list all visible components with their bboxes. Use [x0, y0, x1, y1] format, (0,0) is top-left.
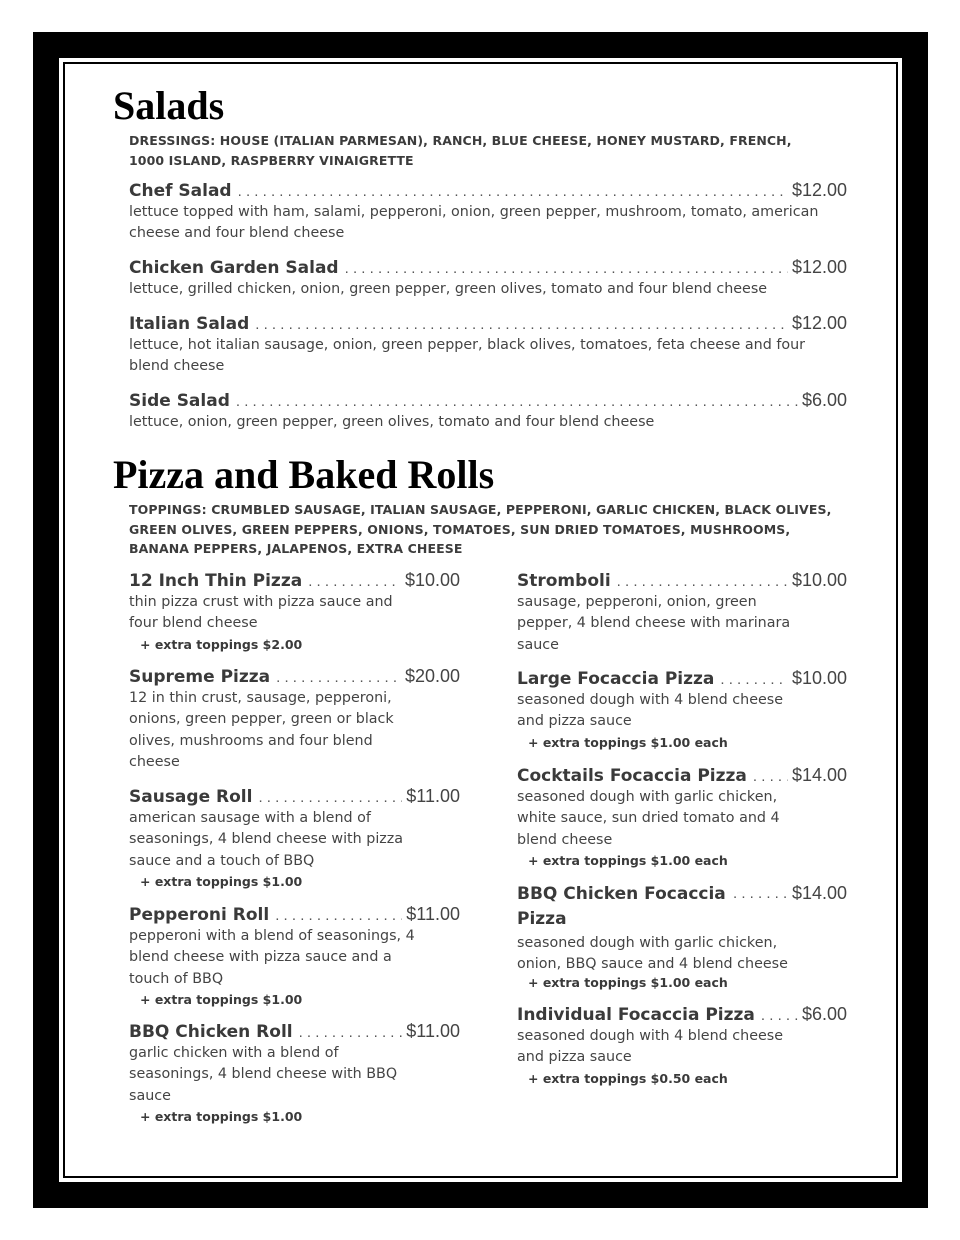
leader-dots: [345, 260, 788, 277]
item-description: seasoned dough with garlic chicken, onion, BBQ sauce and 4 blend cheese: [517, 935, 788, 973]
item-description: sausage, pepperoni, onion, green pepper, 4 blend cheese with marinara sauce: [517, 594, 791, 653]
item-name: Cocktails Focaccia Pizza: [517, 766, 747, 786]
item-price: $10.00: [791, 668, 847, 688]
item-price: $10.00: [404, 570, 460, 590]
item-extra-toppings: + extra toppings $1.00: [140, 1108, 303, 1124]
salads-dressings-note: DRESSINGS: HOUSE (ITALIAN PARMESAN), RANCH, BLUE CHEESE, HONEY MUSTARD, FRENCH, 1000 ISLAND, RASPBERRY VINAIGRETTE: [129, 133, 792, 168]
item-description: lettuce, grilled chicken, onion, green pepper, green olives, tomato and four blend cheese: [129, 281, 768, 297]
item-name: BBQ Chicken Roll: [129, 1022, 293, 1042]
menu-item-stromboli: [517, 570, 847, 656]
item-description: seasoned dough with 4 blend cheese and pizza sauce: [517, 692, 784, 730]
leader-dots: [258, 789, 402, 806]
leader-dots: [299, 1024, 403, 1041]
menu-item-side-salad: [129, 390, 847, 433]
menu-item-italian-salad: [129, 313, 847, 378]
item-price: $12.00: [791, 180, 847, 200]
item-price: $6.00: [801, 390, 847, 410]
menu-item-chicken-garden-salad: [129, 257, 847, 300]
item-description: seasoned dough with 4 blend cheese and pizza sauce: [517, 1028, 784, 1066]
item-name: Side Salad: [129, 391, 230, 411]
leader-dots: [733, 885, 788, 902]
leader-dots: [761, 1007, 798, 1024]
salads-title: Salads: [113, 83, 225, 128]
item-extra-toppings: + extra toppings $1.00 each: [528, 852, 728, 868]
item-extra-toppings: + extra toppings $1.00: [140, 991, 303, 1007]
menu-item-sausage-roll: [129, 786, 460, 891]
item-extra-toppings: + extra toppings $1.00: [140, 873, 303, 889]
pizza-title: Pizza and Baked Rolls: [113, 452, 495, 497]
item-name: Stromboli: [517, 571, 611, 591]
item-name: Italian Salad: [129, 314, 250, 334]
item-name: Individual Focaccia Pizza: [517, 1005, 755, 1025]
item-description: garlic chicken with a blend of seasonings, 4 blend cheese with BBQ sauce: [129, 1045, 398, 1104]
leader-dots: [238, 183, 788, 200]
pizza-toppings-note: TOPPINGS: CRUMBLED SAUSAGE, ITALIAN SAUSAGE, PEPPERONI, GARLIC CHICKEN, BLACK OLIVES, GREEN OLIVES, GREEN PEPPERS, ONIONS, TOMATOES, SUN DRIED TOMATOES, MUSHROOMS, BANANA PEPPERS, JALAPENOS, EXTRA CHEESE: [129, 502, 832, 556]
item-price: $11.00: [406, 1021, 460, 1041]
menu-item-individual-focaccia-pizza: [517, 1004, 847, 1088]
item-description: lettuce, onion, green pepper, green olives, tomato and four blend cheese: [129, 414, 655, 430]
item-extra-toppings: + extra toppings $0.50 each: [528, 1070, 728, 1086]
item-description: thin pizza crust with pizza sauce and four blend cheese: [129, 594, 393, 632]
leader-dots: [720, 671, 788, 688]
item-price: $11.00: [406, 786, 460, 806]
leader-dots: [617, 573, 788, 590]
menu-item-supreme-pizza: [129, 666, 460, 773]
item-description: 12 in thin crust, sausage, pepperoni, onions, green pepper, green or black olives, mushrooms and four blend cheese: [129, 690, 394, 770]
item-price: $14.00: [791, 765, 847, 785]
item-name: Supreme Pizza: [129, 667, 271, 687]
item-price: $6.00: [801, 1004, 847, 1024]
item-description: pepperoni with a blend of seasonings, 4 blend cheese with pizza sauce and a touch of BBQ: [129, 928, 415, 987]
leader-dots: [753, 768, 788, 785]
item-name: Sausage Roll: [129, 787, 253, 807]
item-name: Chef Salad: [129, 181, 232, 201]
item-price: $20.00: [404, 666, 460, 686]
leader-dots: [275, 907, 402, 924]
item-description: seasoned dough with garlic chicken, white sauce, sun dried tomato and 4 blend cheese: [517, 789, 780, 848]
item-name: Pepperoni Roll: [129, 905, 270, 925]
menu-item-large-focaccia-pizza: [517, 668, 847, 752]
menu-item-cocktails-focaccia-pizza: [517, 765, 847, 870]
item-price: $12.00: [791, 313, 847, 333]
item-price: $11.00: [406, 904, 460, 924]
leader-dots: [308, 573, 401, 590]
menu-item-pepperoni-roll: [129, 904, 460, 1009]
menu-item-bbq-chicken-focaccia-pizza: [517, 882, 847, 992]
item-description: lettuce topped with ham, salami, pepperoni, onion, green pepper, mushroom, tomato, american cheese and four blend cheese: [129, 204, 819, 242]
item-price: $12.00: [791, 257, 847, 277]
item-name: Chicken Garden Salad: [129, 258, 339, 278]
item-extra-toppings: + extra toppings $2.00: [140, 636, 303, 652]
item-price: $10.00: [791, 570, 847, 590]
item-extra-toppings: + extra toppings $1.00 each: [528, 974, 728, 990]
item-price: $14.00: [791, 883, 847, 903]
item-name: 12 Inch Thin Pizza: [129, 571, 303, 591]
item-description: lettuce, hot italian sausage, onion, green pepper, black olives, tomatoes, feta cheese and four blend cheese: [129, 337, 806, 375]
menu-item-bbq-chicken-roll: [129, 1021, 460, 1126]
item-name: BBQ Chicken Focaccia Pizza: [517, 884, 726, 929]
leader-dots: [236, 393, 798, 410]
leader-dots: [255, 316, 788, 333]
item-name: Large Focaccia Pizza: [517, 669, 715, 689]
leader-dots: [276, 669, 401, 686]
menu-item-chef-salad: [129, 180, 847, 245]
item-extra-toppings: + extra toppings $1.00 each: [528, 734, 728, 750]
menu-item-12-inch-thin-pizza: [129, 570, 460, 654]
item-description: american sausage with a blend of seasonings, 4 blend cheese with pizza sauce and a touch of BBQ: [129, 810, 404, 869]
